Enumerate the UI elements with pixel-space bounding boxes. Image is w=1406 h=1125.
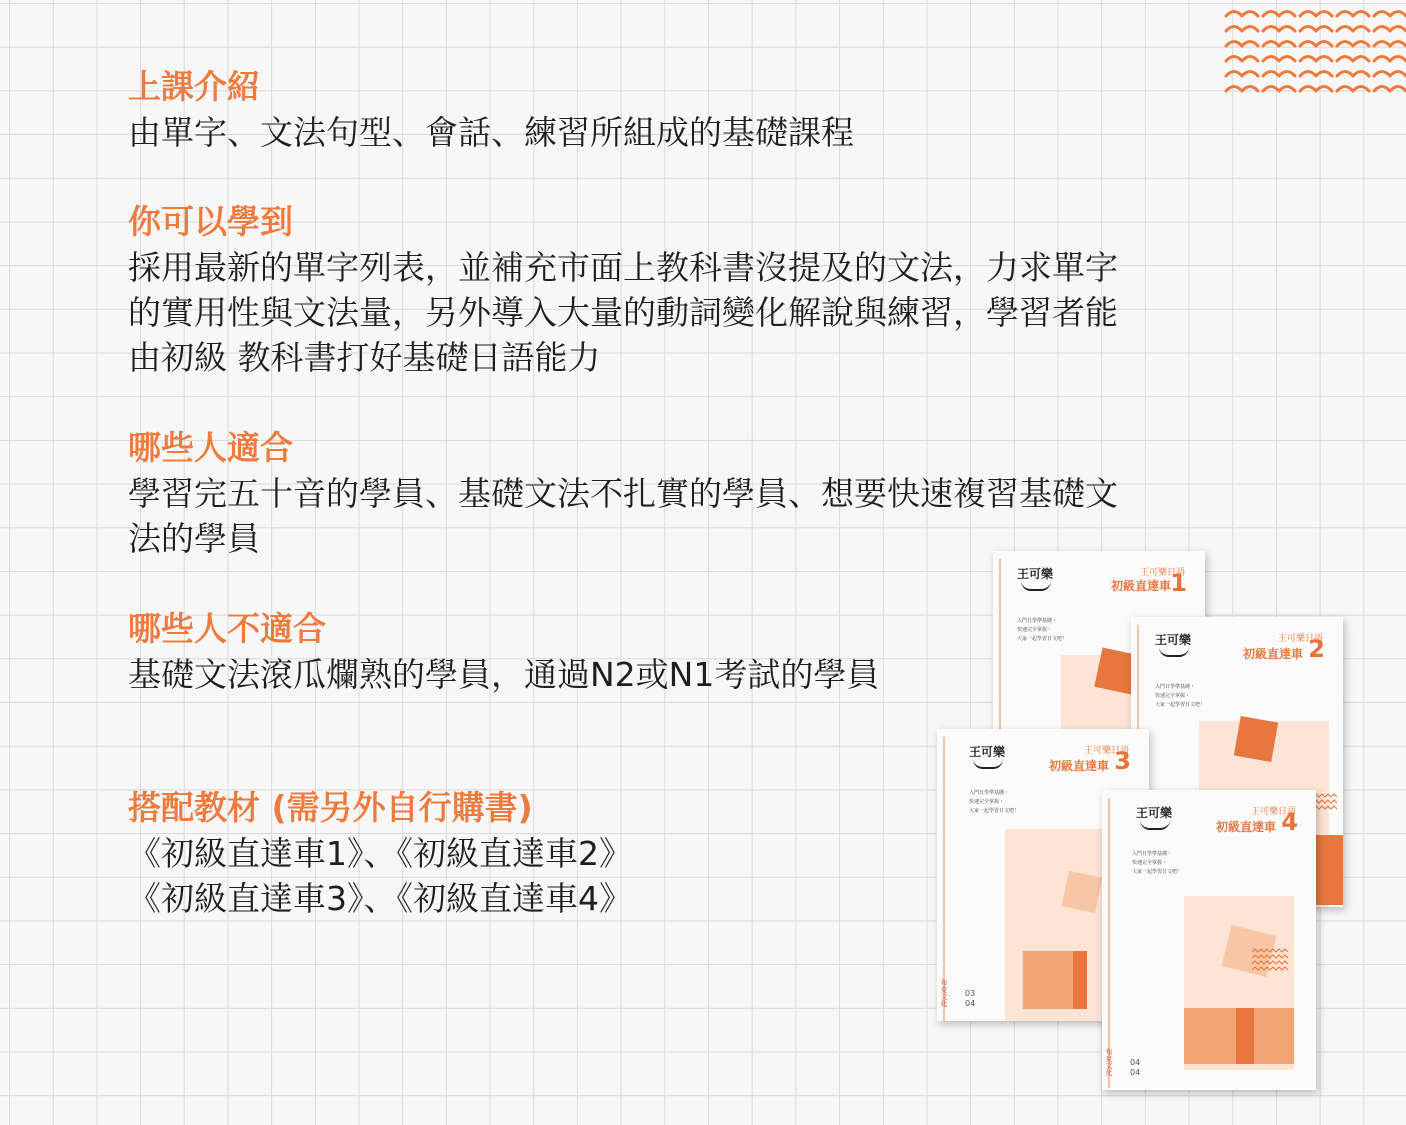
logo-smile-icon xyxy=(1159,645,1189,657)
book-code: 04 04 xyxy=(1130,1058,1141,1077)
text-what-you-learn: 採用最新的單字列表，並補充市面上教科書沒提及的文法，力求單字 的實用性與文法量，另外導入大量的動詞變化解說與練習，學習者能 由初級 教科書打好基礎日語能力 xyxy=(128,248,1118,377)
section-suitable-for xyxy=(128,425,1268,561)
book-publisher: 布克文化 xyxy=(1105,1048,1113,1076)
heading-course-intro: 上課介紹 xyxy=(128,67,260,106)
book-number: 3 xyxy=(1114,747,1131,775)
logo-smile-icon xyxy=(1021,579,1051,591)
book-logo: 王可樂 xyxy=(1155,633,1192,647)
book-series: 王可樂日語 xyxy=(1139,568,1185,578)
book-title: 初級直達車 xyxy=(1242,647,1303,661)
text-course-intro: 由單字、文法句型、會話、練習所組成的基礎課程 xyxy=(128,113,854,152)
book-square xyxy=(1073,951,1087,1009)
book-logo: 王可樂 xyxy=(1017,567,1054,581)
text-textbooks-line1: 《初級直達車1》、《初級直達車2》 xyxy=(128,834,632,873)
section-not-suitable-for xyxy=(128,606,988,697)
book-title: 初級直達車 xyxy=(1110,579,1171,593)
book-series: 王可樂日語 xyxy=(1277,634,1323,644)
book-number: 2 xyxy=(1308,635,1325,663)
section-course-intro xyxy=(128,64,1268,155)
book-spine-stripe xyxy=(1108,798,1110,1088)
book-cover-4 xyxy=(1102,790,1316,1090)
book-series: 王可樂日語 xyxy=(1250,807,1296,817)
logo-smile-icon xyxy=(1140,818,1170,830)
heading-what-you-learn: 你可以學到 xyxy=(128,202,293,241)
book-blurb: 入門日學準基礎・ 快速完全掌握・ 大家一起學習日文吧！ xyxy=(1017,618,1068,642)
text-not-suitable-for: 基礎文法滾瓜爛熟的學員，通過N2或N1考試的學員 xyxy=(128,655,880,694)
book-logo: 王可樂 xyxy=(969,745,1006,759)
book-publisher: 布克文化 xyxy=(940,979,948,1007)
book-square xyxy=(1315,835,1343,905)
book-square xyxy=(1234,716,1278,762)
book-blurb: 入門日學準基礎・ 快速完全掌握・ 大家一起學習日文吧！ xyxy=(969,790,1020,814)
book-square xyxy=(1236,1008,1254,1064)
text-suitable-for: 學習完五十音的學員、基礎文法不扎實的學員、想要快速複習基礎文 法的學員 xyxy=(128,474,1118,558)
section-what-you-learn xyxy=(128,199,1268,380)
book-title: 初級直達車 xyxy=(1048,759,1109,773)
text-textbooks-line2: 《初級直達車3》、《初級直達車4》 xyxy=(128,879,632,918)
book-series: 王可樂日語 xyxy=(1083,746,1129,756)
heading-not-suitable-for: 哪些人不適合 xyxy=(128,609,326,648)
book-logo: 王可樂 xyxy=(1136,806,1173,820)
heading-textbooks: 搭配教材 (需另外自行購書) xyxy=(128,788,533,827)
book-number: 4 xyxy=(1281,808,1298,836)
heading-suitable-for: 哪些人適合 xyxy=(128,428,293,467)
book-blurb: 入門日學準基礎・ 快速完全掌握・ 大家一起學習日文吧！ xyxy=(1155,684,1206,708)
book-blurb: 入門日學準基礎・ 快速完全掌握・ 大家一起學習日文吧！ xyxy=(1132,851,1183,875)
logo-smile-icon xyxy=(973,757,1003,769)
book-code: 03 04 xyxy=(965,989,976,1008)
zigzag-icon xyxy=(1252,948,1292,988)
book-title: 初級直達車 xyxy=(1215,820,1276,834)
book-number: 1 xyxy=(1170,569,1187,597)
